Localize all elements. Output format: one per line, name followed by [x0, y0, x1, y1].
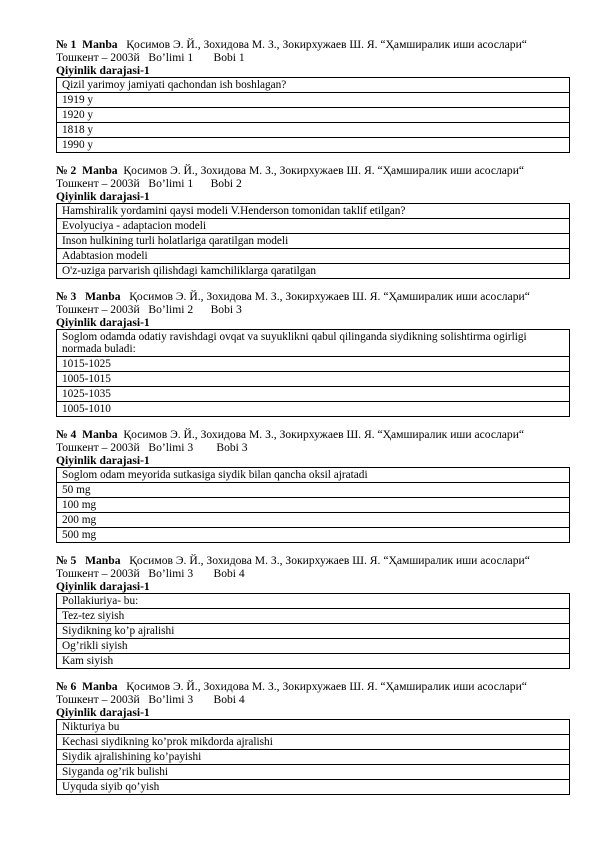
- source-authors: Қосимов Э. Й., Зохидова М. З., Зокирхужаев Ш. Я. “Ҳамширалик иши асослари“: [123, 164, 525, 177]
- table-row: [57, 78, 570, 93]
- table-row: [57, 387, 570, 402]
- answer-option: Siyganda og’rik bulishi: [57, 765, 570, 780]
- table-row: [57, 720, 570, 735]
- question-number: № 4: [56, 428, 77, 441]
- table-row: [57, 123, 570, 138]
- part-label: Bo’limi 1: [148, 51, 194, 64]
- answer-option: Evolyuciya - adaptacion modeli: [57, 219, 570, 234]
- answer-option: Siydikning ko’p ajralishi: [57, 624, 570, 639]
- answer-option: 1025-1035: [57, 387, 570, 402]
- answer-option: 1919 y: [57, 93, 570, 108]
- table-row: [57, 765, 570, 780]
- chapter-label: Bobi 3: [210, 303, 242, 316]
- answer-option: Adabtasion modeli: [57, 249, 570, 264]
- publisher-year: Тошкент – 2003й: [56, 177, 140, 190]
- manba-label: Manba: [82, 164, 118, 177]
- table-row: [57, 402, 570, 417]
- difficulty-level: Qiyinlik darajasi-1: [56, 580, 150, 593]
- question-number: № 6: [56, 680, 77, 693]
- question-text: Hamshiralik yordamini qaysi modeli V.Henderson tomonidan taklif etilgan?: [57, 204, 570, 219]
- question-text: Qizil yarimoy jamiyati qachondan ish boshlagan?: [57, 78, 570, 93]
- table-row: [57, 639, 570, 654]
- table-row: [57, 93, 570, 108]
- part-label: Bo’limi 3: [148, 693, 194, 706]
- source-authors: Қосимов Э. Й., Зохидова М. З., Зокирхужаев Ш. Я. “Ҳамширалик иши асослари“: [129, 290, 530, 303]
- publication-line: [56, 441, 570, 454]
- question-text: Soglom odamda odatiy ravishdagi ovqat va suyuklikni qabul qilinganda siydikning solishtirma ogirligi normada buladi:: [57, 330, 570, 357]
- table-row: [57, 330, 570, 357]
- difficulty-level: Qiyinlik darajasi-1: [56, 454, 150, 467]
- question-number: № 3: [56, 290, 77, 303]
- question-block: [56, 38, 570, 153]
- question-number: № 2: [56, 164, 77, 177]
- table-row: [57, 108, 570, 123]
- question-block: [56, 554, 570, 669]
- table-row: [57, 138, 570, 153]
- chapter-label: Bobi 2: [210, 177, 242, 190]
- question-number: № 5: [56, 554, 77, 567]
- source-line: [56, 680, 570, 693]
- difficulty-level: Qiyinlik darajasi-1: [56, 190, 150, 203]
- publisher-year: Тошкент – 2003й: [56, 51, 140, 64]
- question-block: [56, 164, 570, 279]
- answer-option: 200 mg: [57, 513, 570, 528]
- table-row: [57, 357, 570, 372]
- manba-label: Manba: [85, 290, 121, 303]
- source-authors: Қосимов Э. Й., Зохидова М. З., Зокирхужаев Ш. Я. “Ҳамширалик иши асослари“: [126, 38, 527, 51]
- part-label: Bo’limi 3: [148, 441, 194, 454]
- table-row: [57, 372, 570, 387]
- source-line: [56, 554, 570, 567]
- publication-line: [56, 567, 570, 580]
- table-row: [57, 204, 570, 219]
- answer-option: O'z-uziga parvarish qilishdagi kamchiliklarga qaratilgan: [57, 264, 570, 279]
- table-row: [57, 624, 570, 639]
- question-block: [56, 428, 570, 543]
- part-label: Bo’limi 2: [148, 303, 194, 316]
- table-row: [57, 750, 570, 765]
- answer-option: Og’rikli siyish: [57, 639, 570, 654]
- manba-label: Manba: [82, 428, 118, 441]
- publication-line: [56, 177, 570, 190]
- part-label: Bo’limi 1: [148, 177, 194, 190]
- question-table: [56, 467, 570, 543]
- answer-option: 1015-1025: [57, 357, 570, 372]
- source-authors: Қосимов Э. Й., Зохидова М. З., Зокирхужаев Ш. Я. “Ҳамширалик иши асослари“: [129, 554, 530, 567]
- manba-label: Manba: [82, 38, 118, 51]
- table-row: [57, 780, 570, 795]
- difficulty-level: Qiyinlik darajasi-1: [56, 706, 150, 719]
- difficulty-level: Qiyinlik darajasi-1: [56, 64, 150, 77]
- question-block: [56, 290, 570, 417]
- answer-option: 1005-1010: [57, 402, 570, 417]
- question-table: [56, 593, 570, 669]
- source-line: [56, 164, 570, 177]
- table-row: [57, 513, 570, 528]
- publisher-year: Тошкент – 2003й: [56, 441, 140, 454]
- chapter-label: Bobi 4: [213, 567, 245, 580]
- question-text: Soglom odam meyorida sutkasiga siydik bilan qancha oksil ajratadi: [57, 468, 570, 483]
- answer-option: Kam siyish: [57, 654, 570, 669]
- table-row: [57, 219, 570, 234]
- publisher-year: Тошкент – 2003й: [56, 303, 140, 316]
- chapter-label: Bobi 4: [213, 693, 245, 706]
- question-text: Pollakiuriya- bu:: [57, 594, 570, 609]
- answer-option: 1005-1015: [57, 372, 570, 387]
- answer-option: Siydik ajralishining ko’payishi: [57, 750, 570, 765]
- table-row: [57, 249, 570, 264]
- table-row: [57, 483, 570, 498]
- answer-option: 100 mg: [57, 498, 570, 513]
- difficulty-level: Qiyinlik darajasi-1: [56, 316, 150, 329]
- answer-option: 500 mg: [57, 528, 570, 543]
- table-row: [57, 609, 570, 624]
- part-label: Bo’limi 3: [148, 567, 194, 580]
- chapter-label: Bobi 1: [213, 51, 245, 64]
- table-row: [57, 264, 570, 279]
- source-line: [56, 290, 570, 303]
- answer-option: Tez-tez siyish: [57, 609, 570, 624]
- answer-option: Kechasi siydikning ko’prok mikdorda ajralishi: [57, 735, 570, 750]
- question-table: [56, 77, 570, 153]
- publication-line: [56, 51, 570, 64]
- answer-option: 50 mg: [57, 483, 570, 498]
- publication-line: [56, 693, 570, 706]
- answer-option: 1818 y: [57, 123, 570, 138]
- chapter-label: Bobi 3: [216, 441, 248, 454]
- table-row: [57, 594, 570, 609]
- publication-line: [56, 303, 570, 316]
- question-number: № 1: [56, 38, 77, 51]
- source-line: [56, 428, 570, 441]
- question-list: [56, 38, 570, 806]
- table-row: [57, 498, 570, 513]
- source-line: [56, 38, 570, 51]
- question-table: [56, 719, 570, 795]
- table-row: [57, 468, 570, 483]
- question-table: [56, 203, 570, 279]
- table-row: [57, 528, 570, 543]
- answer-option: 1990 y: [57, 138, 570, 153]
- answer-option: Uyquda siyib qo’yish: [57, 780, 570, 795]
- answer-option: Inson hulkining turli holatlariga qaratilgan modeli: [57, 234, 570, 249]
- publisher-year: Тошкент – 2003й: [56, 693, 140, 706]
- question-block: [56, 680, 570, 795]
- manba-label: Manba: [82, 680, 118, 693]
- question-table: [56, 329, 570, 417]
- publisher-year: Тошкент – 2003й: [56, 567, 140, 580]
- answer-option: 1920 y: [57, 108, 570, 123]
- source-authors: Қосимов Э. Й., Зохидова М. З., Зокирхужаев Ш. Я. “Ҳамширалик иши асослари“: [126, 680, 527, 693]
- table-row: [57, 654, 570, 669]
- source-authors: Қосимов Э. Й., Зохидова М. З., Зокирхужаев Ш. Я. “Ҳамширалик иши асослари“: [123, 428, 525, 441]
- table-row: [57, 735, 570, 750]
- question-text: Nikturiya bu: [57, 720, 570, 735]
- manba-label: Manba: [85, 554, 121, 567]
- table-row: [57, 234, 570, 249]
